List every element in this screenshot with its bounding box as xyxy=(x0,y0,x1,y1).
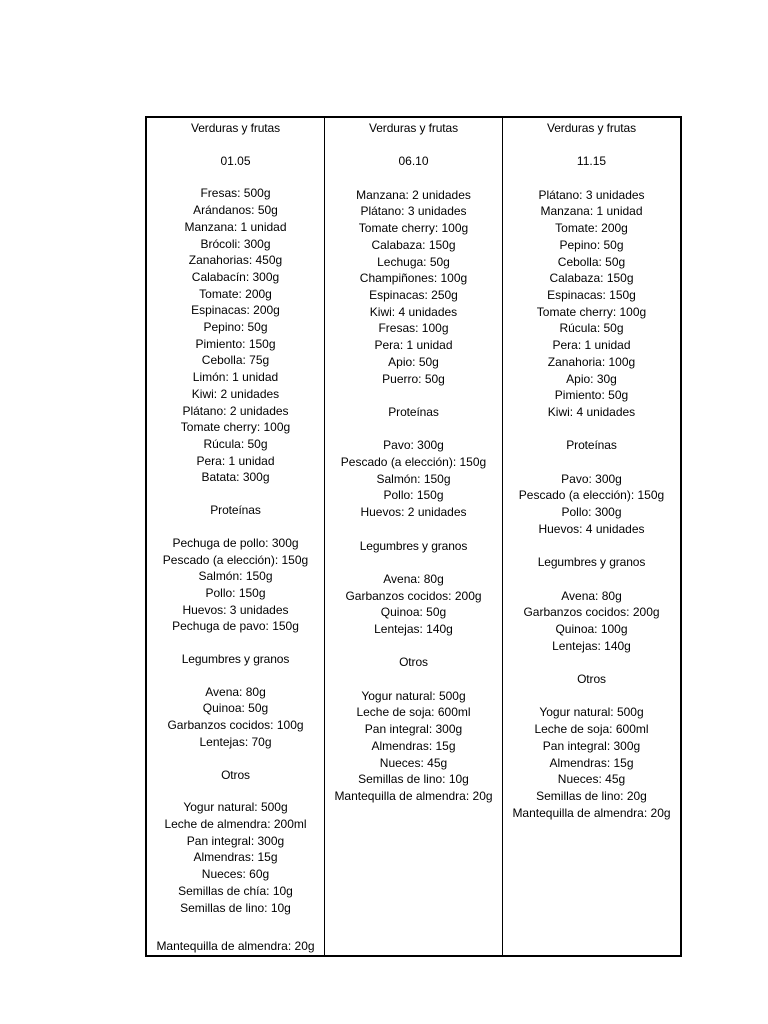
list-item: Kiwi: 4 unidades xyxy=(369,304,458,319)
list-item: Fresas: 100g xyxy=(378,321,449,336)
list-item: Lechuga: 50g xyxy=(377,254,450,269)
list-item: Manzana: 1 unidad xyxy=(184,219,287,234)
list-item: Garbanzos cocidos: 100g xyxy=(167,718,304,733)
list-item: Yogur natural: 500g xyxy=(361,688,466,703)
list-item: Almendras: 15g xyxy=(549,755,634,770)
list-item: Lentejas: 70g xyxy=(199,734,272,749)
list-item: Limón: 1 unidad xyxy=(192,370,279,385)
list-item: Kiwi: 2 unidades xyxy=(191,386,280,401)
column-date: 06.10 xyxy=(398,154,429,169)
list-item: Yogur natural: 500g xyxy=(183,800,288,815)
list-item: Yogur natural: 500g xyxy=(539,705,644,720)
list-item: Pera: 1 unidad xyxy=(196,453,275,468)
list-item: Quinoa: 50g xyxy=(380,605,447,620)
list-item: Salmón: 150g xyxy=(376,471,451,486)
list-item: Pollo: 150g xyxy=(383,488,444,503)
list-item: Garbanzos cocidos: 200g xyxy=(523,605,660,620)
list-item: Mantequilla de almendra: 20g xyxy=(334,789,493,803)
list-item: Avena: 80g xyxy=(561,588,622,603)
column-title: Verduras y frutas xyxy=(546,121,636,135)
section-heading: Proteínas xyxy=(388,404,439,419)
list-item: Pechuga de pavo: 150g xyxy=(172,619,299,634)
list-item: Pan integral: 300g xyxy=(542,738,641,753)
column-06-10 xyxy=(324,118,502,955)
list-item: Tomate: 200g xyxy=(199,286,272,301)
section-heading: Proteínas xyxy=(566,438,617,453)
list-item: Leche de soja: 600ml xyxy=(534,722,649,737)
list-item: Huevos: 4 unidades xyxy=(538,521,645,536)
list-item: Mantequilla de almendra: 20g xyxy=(512,805,671,820)
list-item: Semillas de lino: 10g xyxy=(358,772,469,787)
section-heading: Legumbres y granos xyxy=(359,538,468,553)
list-item: Plátano: 3 unidades xyxy=(360,204,467,219)
list-item: Espinacas: 200g xyxy=(191,303,280,318)
list-item: Plátano: 3 unidades xyxy=(538,187,645,202)
column-date: 11.15 xyxy=(576,154,607,169)
list-item: Pimiento: 150g xyxy=(195,336,276,351)
list-item: Tomate cherry: 100g xyxy=(536,304,647,319)
list-item: Pollo: 150g xyxy=(205,585,266,600)
list-item: Huevos: 2 unidades xyxy=(360,505,467,520)
column-11-15 xyxy=(502,118,680,955)
list-item: Brócoli: 300g xyxy=(200,236,271,251)
list-item: Tomate cherry: 100g xyxy=(358,221,469,236)
list-item: Fresas: 500g xyxy=(200,186,271,201)
list-item: Pan integral: 300g xyxy=(364,722,463,737)
list-item: Pescado (a elección): 150g xyxy=(162,552,309,567)
list-item: Tomate cherry: 100g xyxy=(180,420,291,435)
list-item: Pepino: 50g xyxy=(203,320,268,335)
column-title: Verduras y frutas xyxy=(190,121,280,135)
list-item: Pescado (a elección): 150g xyxy=(340,455,487,469)
list-item: Lentejas: 140g xyxy=(552,638,631,653)
list-item: Semillas de lino: 20g xyxy=(536,789,647,803)
list-item: Pescado (a elección): 150g xyxy=(518,488,665,503)
list-item: Zanahorias: 450g xyxy=(188,253,283,268)
list-item: Zanahoria: 100g xyxy=(547,354,636,369)
section-heading: Otros xyxy=(399,655,428,670)
list-item: Calabaza: 150g xyxy=(549,271,634,286)
list-item: Semillas de lino: 10g xyxy=(180,900,291,915)
list-item: Calabacín: 300g xyxy=(191,269,280,284)
list-item: Quinoa: 50g xyxy=(202,701,269,716)
column-date: 01.05 xyxy=(220,153,251,168)
list-item: Pera: 1 unidad xyxy=(552,338,631,353)
list-item: Huevos: 3 unidades xyxy=(182,602,289,617)
list-item: Rúcula: 50g xyxy=(559,321,624,336)
list-item: Apio: 30g xyxy=(566,371,617,386)
list-item: Avena: 80g xyxy=(205,684,266,699)
list-item: Espinacas: 250g xyxy=(369,288,458,302)
list-item: Tomate: 200g xyxy=(555,221,628,236)
list-item: Leche de soja: 600ml xyxy=(356,705,471,720)
list-item: Pechuga de pollo: 300g xyxy=(172,535,299,550)
list-item: Cebolla: 50g xyxy=(557,254,626,269)
section-heading: Otros xyxy=(221,767,250,782)
list-item: Pera: 1 unidad xyxy=(374,338,453,353)
list-item: Rúcula: 50g xyxy=(203,436,268,451)
list-item: Almendras: 15g xyxy=(371,738,456,753)
section-heading: Legumbres y granos xyxy=(181,652,290,667)
list-item: Espinacas: 150g xyxy=(547,288,636,302)
list-item: Kiwi: 4 unidades xyxy=(547,404,636,419)
list-item: Avena: 80g xyxy=(383,571,444,586)
column-01-05 xyxy=(147,118,324,955)
list-item: Almendras: 15g xyxy=(193,850,278,865)
list-item: Nueces: 60g xyxy=(201,867,270,882)
list-item: Champiñones: 100g xyxy=(359,271,468,286)
list-item: Cebolla: 75g xyxy=(201,353,270,368)
list-item: Pimiento: 50g xyxy=(554,388,629,403)
grocery-list-table xyxy=(145,116,682,957)
list-item: Lentejas: 140g xyxy=(374,622,453,636)
list-item: Leche de almendra: 200ml xyxy=(164,817,307,832)
list-item: Nueces: 45g xyxy=(557,772,626,787)
list-item: Salmón: 150g xyxy=(198,569,273,584)
list-item: Quinoa: 100g xyxy=(555,622,628,636)
section-heading: Proteínas xyxy=(210,503,261,518)
list-item: Semillas de chía: 10g xyxy=(178,883,293,898)
list-item: Manzana: 1 unidad xyxy=(540,204,643,219)
section-heading: Legumbres y granos xyxy=(537,555,646,570)
list-item: Calabaza: 150g xyxy=(371,237,456,252)
list-item: Apio: 50g xyxy=(388,354,439,369)
section-heading: Otros xyxy=(577,672,606,687)
list-item: Plátano: 2 unidades xyxy=(182,403,289,418)
list-item: Garbanzos cocidos: 200g xyxy=(345,588,482,603)
list-item: Pavo: 300g xyxy=(561,471,622,486)
list-item: Nueces: 45g xyxy=(379,755,448,770)
column-title: Verduras y frutas xyxy=(368,121,458,135)
list-item: Manzana: 2 unidades xyxy=(356,187,471,202)
list-item: Pepino: 50g xyxy=(559,237,624,252)
list-item: Pan integral: 300g xyxy=(186,833,285,848)
list-item: Pollo: 300g xyxy=(561,505,622,520)
list-item: Batata: 300g xyxy=(201,470,270,485)
list-item: Mantequilla de almendra: 20g xyxy=(156,939,315,954)
list-item: Pavo: 300g xyxy=(383,438,444,453)
list-item: Arándanos: 50g xyxy=(193,203,278,218)
list-item: Puerro: 50g xyxy=(382,371,445,386)
